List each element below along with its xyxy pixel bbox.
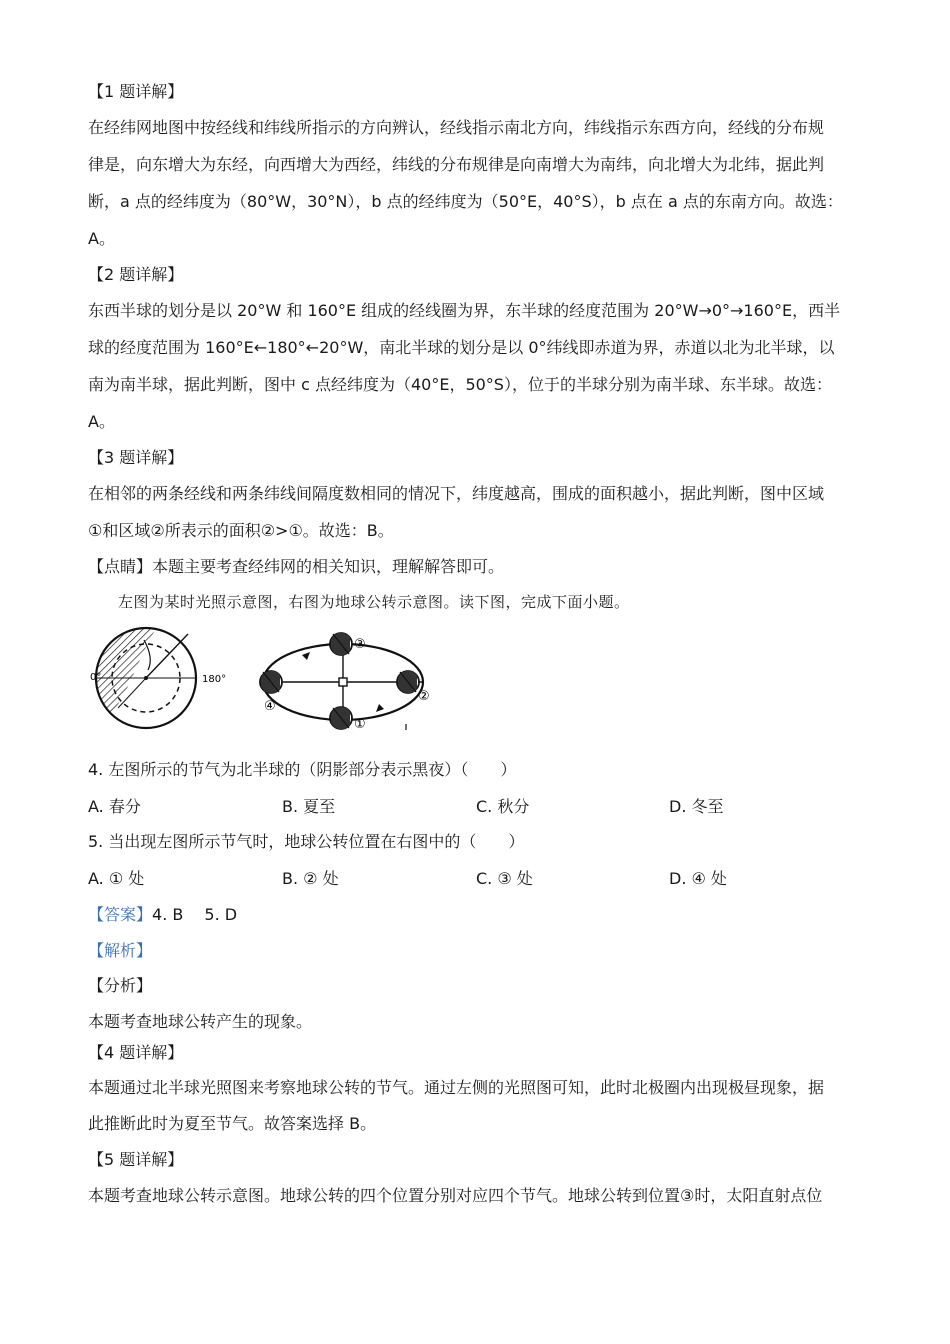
orbit-arrow-2 [376, 704, 384, 712]
q2-line-3: 南为南半球，据此判断，图中 c 点经纬度为（40°E，50°S），位于的半球分别为南半球、东半球。故选： [88, 375, 832, 394]
label-pos-2: ② [418, 689, 430, 704]
answer-row [88, 905, 868, 925]
answer-tag: 【答案】 [88, 905, 153, 924]
q4-option-d: D. 冬至 [669, 797, 724, 816]
earth-figure [88, 620, 438, 740]
label-0-deg: 0° [90, 672, 102, 683]
fenxi-text: 本题考查地球公转产生的现象。 [88, 1012, 313, 1031]
label-180-deg: 180° [202, 674, 227, 685]
earth-position-3 [330, 633, 352, 655]
q1-header: 【1 题详解】 [88, 82, 184, 101]
q5-option-b: B. ② 处 [282, 869, 339, 888]
q5-option-c: C. ③ 处 [476, 869, 533, 888]
fenxi-header: 【分析】 [88, 976, 153, 995]
q4-stem: 4. 左图所示的节气为北半球的（阴影部分表示黑夜）（ ） [88, 760, 517, 779]
q2-line-2: 球的经度范围为 160°E←180°←20°W，南北半球的划分是以 0°纬线即赤道为界，赤道以北为北半球，以 [88, 338, 835, 357]
earth-position-1 [330, 707, 352, 729]
q1-line-4: A。 [88, 229, 115, 248]
q4-detail-line-2: 此推断此时为夏至节气。故答案选择 B。 [88, 1114, 377, 1133]
dianjing-note: 【点睛】本题主要考查经纬网的相关知识，理解解答即可。 [88, 557, 505, 576]
answer-text: 4. B 5. D [152, 905, 238, 924]
q4-option-b: B. 夏至 [282, 797, 336, 816]
q5-option-a: A. ① 处 [88, 869, 145, 888]
orbit-diagram [260, 633, 430, 732]
q4-detail-line-1: 本题通过北半球光照图来考察地球公转的节气。通过左侧的光照图可知，此时北极圈内出现极昼现象，据 [88, 1078, 825, 1097]
orbit-arrow-1 [302, 652, 310, 660]
label-pos-1: ① [354, 717, 366, 732]
jiexi-tag: 【解析】 [88, 941, 153, 960]
q3-line-2: ①和区域②所表示的面积②>①。故选：B。 [88, 521, 394, 540]
q3-header: 【3 题详解】 [88, 448, 184, 467]
q1-line-1: 在经纬网地图中按经线和纬线所指示的方向辨认，经线指示南北方向，纬线指示东西方向，经线的分布规 [88, 118, 825, 137]
terminator-line [146, 634, 188, 678]
sun-marker [339, 678, 347, 686]
q4-detail-header: 【4 题详解】 [88, 1043, 184, 1062]
q5-detail-line-1: 本题考查地球公转示意图。地球公转的四个位置分别对应四个节气。地球公转到位置③时，太阳直射点位 [88, 1186, 823, 1205]
q2-header: 【2 题详解】 [88, 265, 184, 284]
q5-stem: 5. 当出现左图所示节气时，地球公转位置在右图中的（ ） [88, 832, 525, 851]
q5-detail-header: 【5 题详解】 [88, 1150, 184, 1169]
q1-line-2: 律是，向东增大为东经，向西增大为西经，纬线的分布规律是向南增大为南纬，向北增大为北纬，据此判 [88, 155, 825, 174]
north-pole-dot [144, 676, 148, 680]
q3-line-1: 在相邻的两条经线和两条纬线间隔度数相同的情况下，纬度越高，围成的面积越小，据此判断，图中区域 [88, 484, 825, 503]
illumination-diagram [88, 620, 226, 738]
q4-option-a: A. 春分 [88, 797, 141, 816]
figure-intro: 左图为某时光照示意图，右图为地球公转示意图。读下图，完成下面小题。 [118, 593, 630, 611]
q5-option-d: D. ④ 处 [669, 869, 727, 888]
earth-position-2 [397, 671, 419, 693]
q2-line-4: A。 [88, 412, 115, 431]
q4-option-c: C. 秋分 [476, 797, 530, 816]
label-pos-4: ④ [264, 699, 276, 714]
label-pos-3: ③ [354, 637, 366, 652]
q1-line-3: 断，a 点的经纬度为（80°W，30°N），b 点的经纬度为（50°E，40°S），b 点在 a 点的东南方向。故选： [88, 192, 843, 211]
q2-line-1: 东西半球的划分是以 20°W 和 160°E 组成的经线圈为界，东半球的经度范围为 20°W→0°→160°E，西半 [88, 301, 841, 320]
earth-position-4 [260, 671, 282, 693]
